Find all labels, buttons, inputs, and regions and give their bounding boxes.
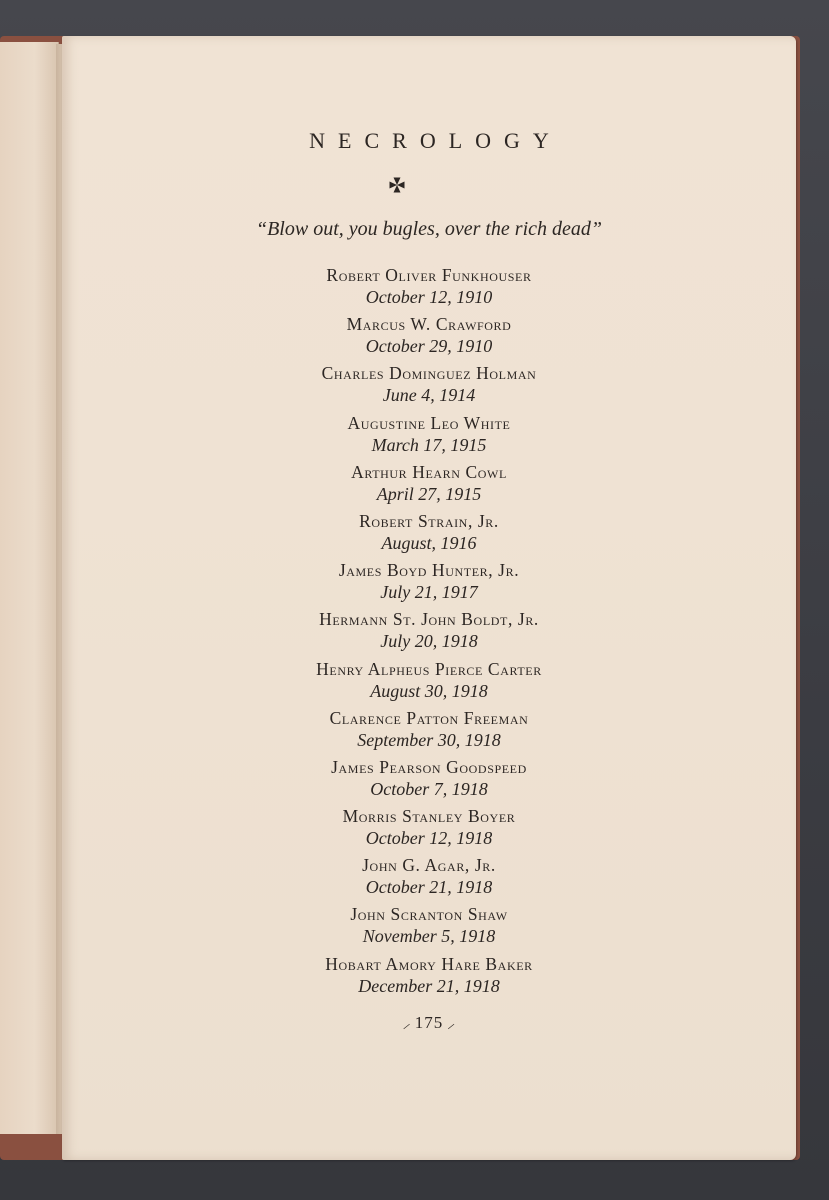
entry-name: Robert Oliver Funkhouser [326,265,532,285]
entry-name: Robert Strain, Jr. [359,510,499,531]
cross-pattee-icon [388,176,406,194]
entry-date: July 20, 1918 [380,631,478,652]
entry-name: James Boyd Hunter, Jr. [338,560,520,581]
entry-date: March 17, 1915 [371,434,487,455]
list-item [62,953,796,1002]
entry-date: July 21, 1917 [380,582,478,603]
list-item [62,313,796,362]
list-item [62,412,796,461]
entry-name: Clarence Patton Freeman [329,707,529,728]
list-item [62,510,796,559]
page-content [62,36,796,1160]
list-item [62,756,796,805]
list-item [62,903,796,952]
entry-date: October 7, 1918 [370,778,488,799]
entry-date: June 4, 1914 [382,385,476,406]
page-number-value: 175 [414,1013,444,1032]
entry-date: April 27, 1915 [376,483,482,504]
entry-date: December 21, 1918 [358,975,500,996]
entry-name: Hobart Amory Hare Baker [325,953,533,974]
entry-name: Henry Alpheus Pierce Carter [316,658,542,679]
list-item [62,264,796,313]
left-page-edge [0,42,59,1134]
entry-name: Morris Stanley Boyer [342,806,516,827]
list-item [62,362,796,411]
entry-date: October 29, 1910 [365,336,493,357]
entry-name: John G. Agar, Jr. [362,855,496,876]
entry-name: Arthur Hearn Cowl [351,461,507,482]
entry-name: Augustine Leo White [347,412,511,433]
necrology-list [62,264,796,1002]
entry-date: August 30, 1918 [370,680,488,701]
list-item [62,559,796,608]
list-item [62,707,796,756]
entry-name: John Scranton Shaw [350,904,508,925]
page-number-ornament-left: ⸝ [402,1017,411,1032]
page-title: NECROLOGY [309,128,562,153]
list-item [62,461,796,510]
entry-name: Charles Dominguez Holman [321,363,537,384]
list-item [62,805,796,854]
entry-date: August, 1916 [381,532,477,553]
page-number-ornament-right: ⸝ [447,1017,456,1032]
entry-date: October 21, 1918 [365,877,493,898]
list-item [62,854,796,903]
entry-date: October 12, 1910 [365,287,493,307]
entry-name: James Pearson Goodspeed [331,756,527,777]
entry-name: Hermann St. John Boldt, Jr. [319,609,539,630]
book-page [62,36,796,1160]
entry-date: October 12, 1918 [365,828,493,849]
list-item [62,608,796,657]
entry-date: September 30, 1918 [357,729,501,750]
page-number [62,1013,796,1033]
entry-date: November 5, 1918 [362,926,496,947]
entry-name: Marcus W. Crawford [346,314,512,335]
epigraph: “Blow out, you bugles, over the rich dead” [255,218,603,240]
list-item [62,658,796,707]
